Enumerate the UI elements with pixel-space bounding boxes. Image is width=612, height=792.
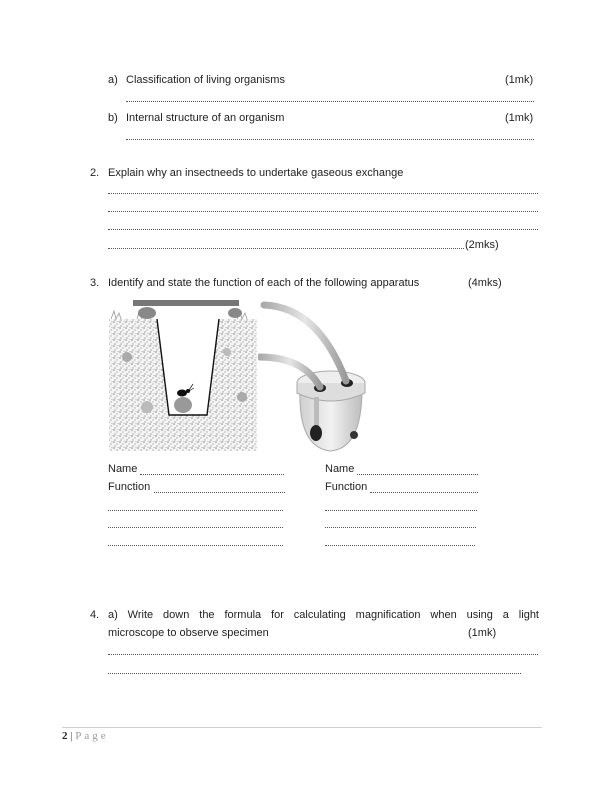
q3-left-answer-line-2[interactable] (108, 527, 283, 528)
q4-text-line-1: a) Write down the formula for calculating magnification when using a light (108, 609, 539, 621)
q3-text: Identify and state the function of each of the following apparatus (108, 277, 420, 289)
q4-marks: (1mk) (468, 627, 497, 639)
q2-answer-line-2[interactable] (108, 211, 538, 212)
q1b-label: b) (108, 112, 118, 124)
q3-left-function-field[interactable] (154, 492, 285, 493)
q2-answer-line-3[interactable] (108, 229, 538, 230)
q3-right-name-field[interactable] (357, 474, 478, 475)
q1b-marks: (1mk) (505, 112, 534, 124)
page-number: 2 (62, 730, 68, 742)
footer-divider (62, 727, 542, 728)
pitfall-trap-image (107, 297, 259, 453)
q4-answer-line-1[interactable] (108, 654, 538, 655)
q1a-answer-line[interactable] (126, 101, 534, 102)
q3-left-answer-line-1[interactable] (108, 510, 283, 511)
q3-marks: (4mks) (468, 277, 502, 289)
q2-marks: (2mks) (465, 239, 499, 251)
q1a-marks: (1mk) (505, 74, 534, 86)
q3-right-function-field[interactable] (370, 492, 478, 493)
q3-number: 3. (90, 277, 100, 289)
q3-right-answer-line-3[interactable] (325, 545, 475, 546)
q1a-text: Classification of living organisms (126, 74, 285, 86)
q3-left-answer-line-3[interactable] (108, 545, 283, 546)
q4-number: 4. (90, 609, 100, 621)
page-separator: | (70, 730, 73, 742)
page-footer (62, 730, 109, 742)
q3-right-name-label: Name (325, 463, 355, 475)
q3-left-function-label: Function (108, 481, 151, 493)
q3-right-answer-line-1[interactable] (325, 510, 477, 511)
q2-answer-line-1[interactable] (108, 193, 538, 194)
q4-answer-line-2[interactable] (108, 673, 521, 674)
q2-answer-line-4[interactable] (108, 248, 464, 249)
q1b-answer-line[interactable] (126, 139, 534, 140)
q4-text-line-2: microscope to observe specimen (108, 627, 269, 639)
q2-text: Explain why an insectneeds to undertake gaseous exchange (108, 167, 404, 179)
pooter-apparatus-image (258, 297, 378, 457)
q3-left-name-field[interactable] (140, 474, 284, 475)
q1a-label: a) (108, 74, 118, 86)
page-label: Page (75, 730, 109, 742)
q3-right-function-label: Function (325, 481, 368, 493)
q2-number: 2. (90, 167, 100, 179)
q3-left-name-label: Name (108, 463, 138, 475)
q1b-text: Internal structure of an organism (126, 112, 285, 124)
q3-right-answer-line-2[interactable] (325, 527, 476, 528)
